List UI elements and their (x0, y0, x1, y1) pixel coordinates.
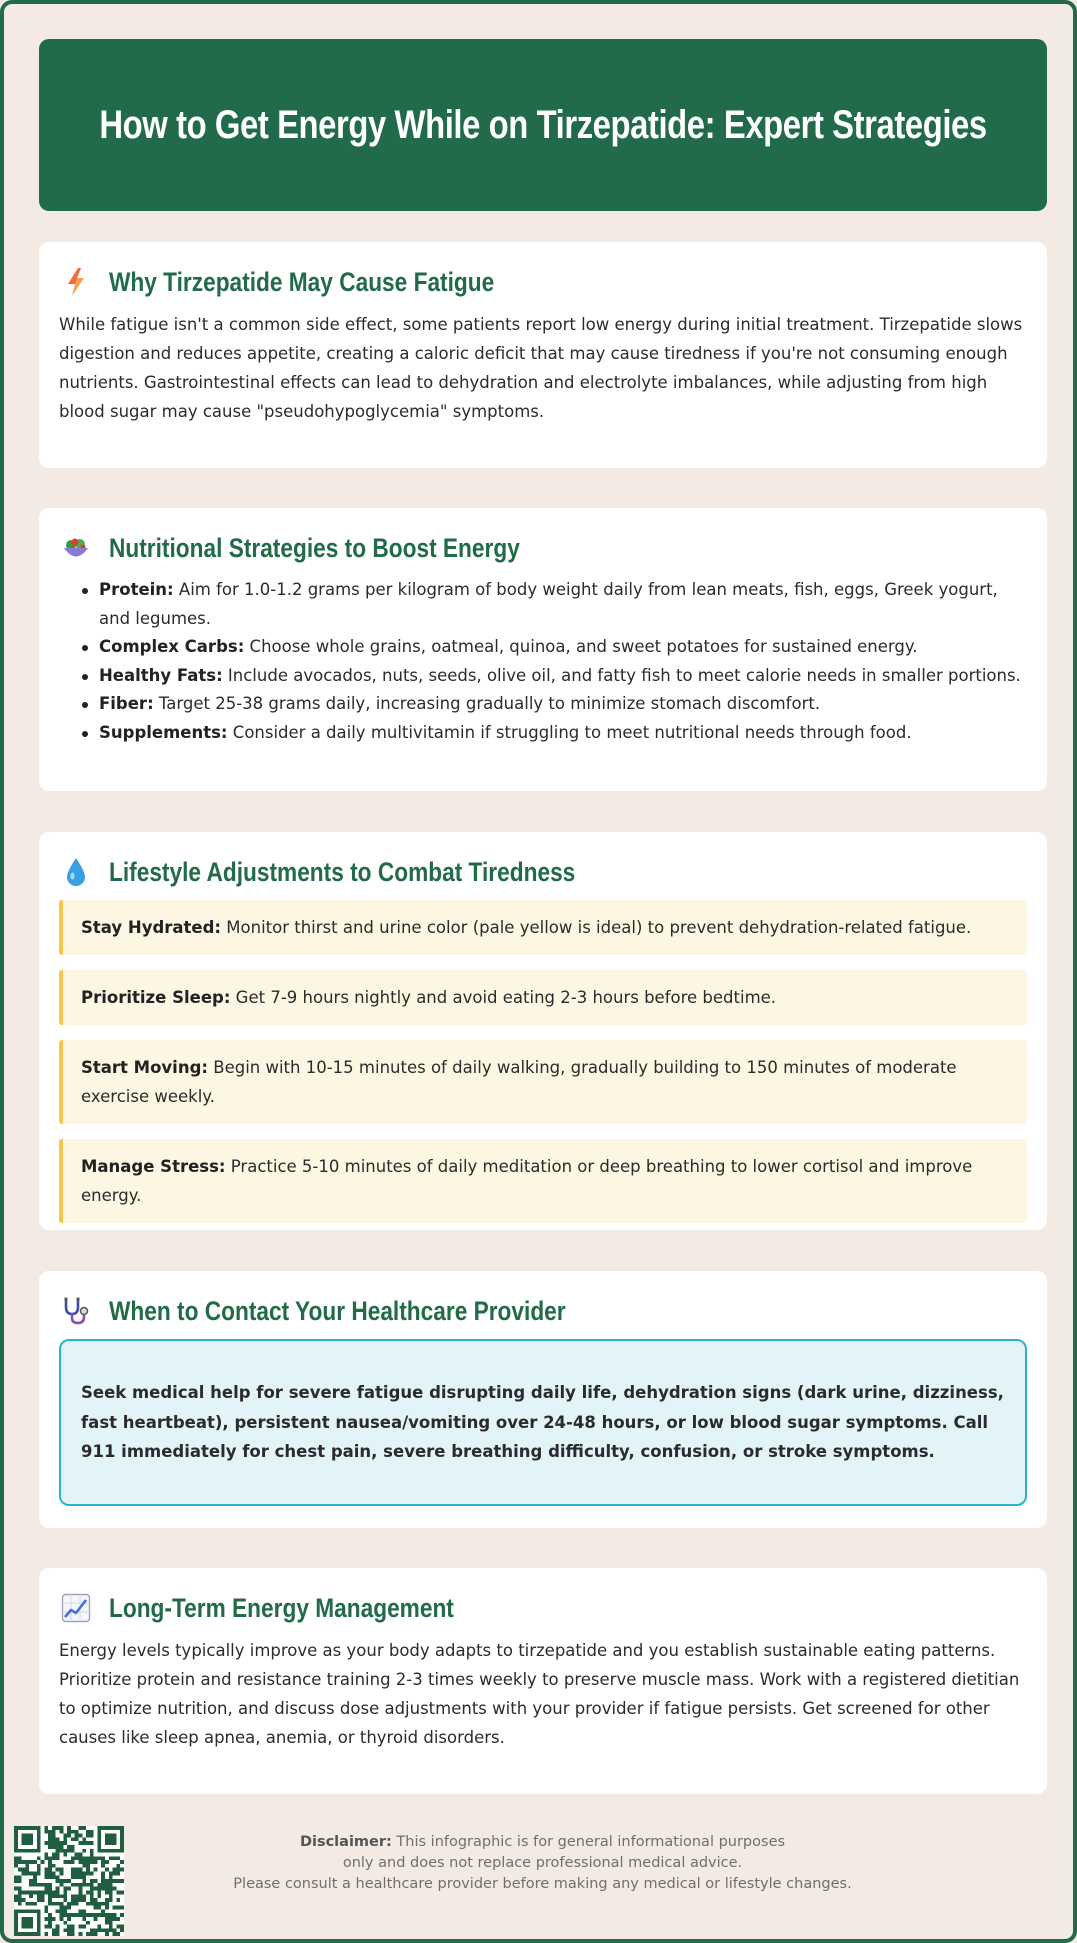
disclaimer-label: Disclaimer: (299, 1834, 392, 1850)
salad-bowl-icon (61, 533, 91, 563)
disclaimer (4, 1832, 1077, 1895)
lifestyle-title: Lifestyle Adjustments to Combat Tiredness (109, 856, 576, 887)
page-title: How to Get Energy While on Tirzepatide: Expert Strategies (99, 102, 987, 147)
fatigue-body: While fatigue isn't a common side effect, some patients report low energy during initial treatment. Tirzepatide slows digestion and reduces appetite, creating a caloric deficit that may cause tiredness if you're not consuming enough nutrients. Gastrointestinal effects can lead to dehydration and electrolyte imbalances, while adjusting from high blood sugar may cause "pseudohypoglycemia" symptoms. (59, 315, 1023, 421)
fatigue-header (59, 264, 1027, 300)
fatigue-card (39, 242, 1047, 468)
fatigue-title: Why Tirzepatide May Cause Fatigue (109, 266, 495, 297)
nutrition-card (39, 508, 1047, 791)
tip-sleep: Prioritize Sleep: Get 7-9 hours nightly and avoid eating 2-3 hours before bedtime. (59, 970, 1027, 1025)
lifestyle-card (39, 832, 1047, 1230)
provider-card (39, 1271, 1047, 1528)
longterm-title: Long-Term Energy Management (109, 1592, 454, 1623)
medical-alert-box: Seek medical help for severe fatigue disrupting daily life, dehydration signs (dark urine, dizziness, fast heartbeat), persistent nausea/vomiting over 24-48 hours, or low blood sugar symptoms. Call 911 immediately for chest pain, severe breathing difficulty, confusion, or stroke symptoms. (59, 1339, 1027, 1506)
list-item: Healthy Fats: Include avocados, nuts, seeds, olive oil, and fatty fish to meet calorie needs in smaller portions. (99, 662, 1027, 691)
longterm-header (59, 1590, 1027, 1626)
list-item: Fiber: Target 25-38 grams daily, increasing gradually to minimize stomach discomfort. (99, 690, 1027, 719)
longterm-body: Energy levels typically improve as your body adapts to tirzepatide and you establish sustainable eating patterns. Prioritize protein and resistance training 2-3 times weekly to preserve muscle mass. Work with a registered dietitian to optimize nutrition, and discuss dose adjustments with your provider if fatigue persists. Get screened for other causes like sleep apnea, anemia, or thyroid disorders. (59, 1641, 1020, 1747)
chart-increasing-icon (61, 1593, 91, 1623)
water-drop-icon (61, 857, 91, 887)
nutrition-title: Nutritional Strategies to Boost Energy (109, 532, 520, 563)
list-item: Protein: Aim for 1.0-1.2 grams per kilogram of body weight daily from lean meats, fish, eggs, Greek yogurt, and legumes. (99, 576, 1027, 633)
disclaimer-line-2: only and does not replace professional medical advice. (342, 1855, 743, 1871)
qr-code[interactable] (14, 1826, 124, 1936)
stethoscope-icon (61, 1296, 91, 1326)
lifestyle-header (59, 854, 1027, 890)
tip-hydration: Stay Hydrated: Monitor thirst and urine color (pale yellow is ideal) to prevent dehydration-related fatigue. (59, 900, 1027, 955)
provider-title: When to Contact Your Healthcare Provider (109, 1295, 566, 1326)
provider-header (59, 1293, 1027, 1329)
longterm-card (39, 1568, 1047, 1794)
list-item: Supplements: Consider a daily multivitamin if struggling to meet nutritional needs through food. (99, 719, 1027, 748)
title-banner (39, 39, 1047, 211)
tip-movement: Start Moving: Begin with 10-15 minutes of daily walking, gradually building to 150 minutes of moderate exercise weekly. (59, 1040, 1027, 1124)
disclaimer-line-3: Please consult a healthcare provider before making any medical or lifestyle changes. (233, 1876, 852, 1892)
list-item: Complex Carbs: Choose whole grains, oatmeal, quinoa, and sweet potatoes for sustained energy. (99, 633, 1027, 662)
lightning-icon (61, 267, 91, 297)
nutrition-header (59, 530, 1027, 566)
disclaimer-line-1: This infographic is for general informational purposes (391, 1834, 786, 1850)
nutrition-list (59, 576, 1027, 747)
tip-stress: Manage Stress: Practice 5-10 minutes of daily meditation or deep breathing to lower cortisol and improve energy. (59, 1139, 1027, 1223)
